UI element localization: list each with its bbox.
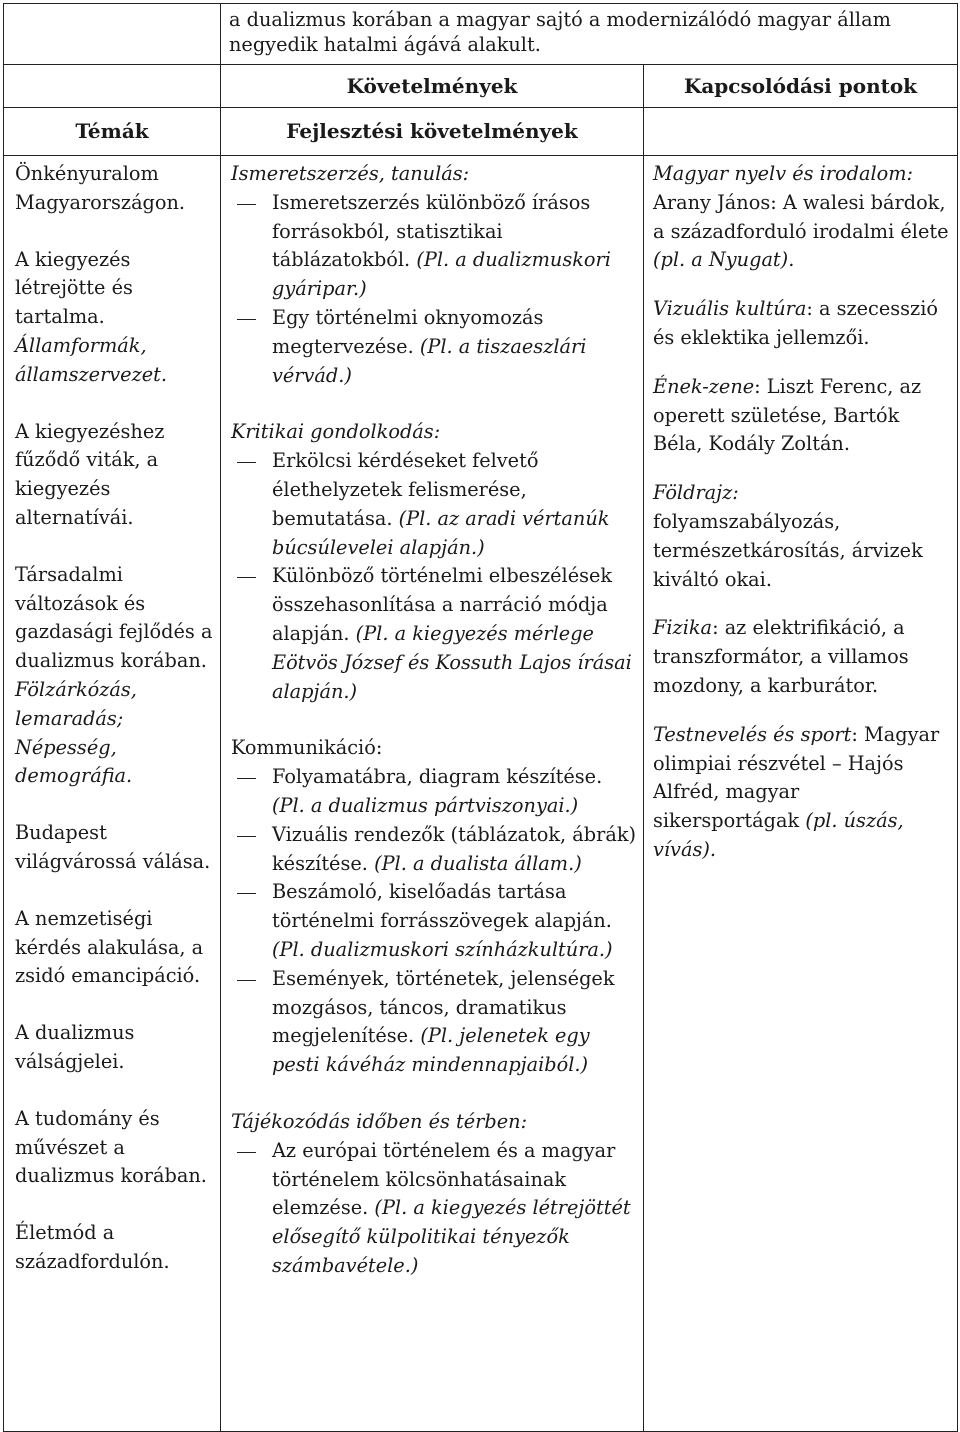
list-item: Egy történelmi oknyomozás megtervezése. (Pl. a tiszaeszlári vérvád.) (231, 304, 639, 390)
section-kommunikacio (231, 734, 639, 1080)
list-item: Folyamatábra, diagram készítése. (Pl. a dualizmus pártviszonyai.) (231, 763, 639, 821)
topic-tudomany (15, 1105, 214, 1191)
topic-text: Társadalmi változások és gazdasági fejlődés a dualizmus korában. (15, 562, 213, 673)
empty-header-right-cell (644, 108, 958, 156)
intro-text: a dualizmus korában a magyar sajtó a modernizálódó magyar állam negyedik hatalmi ágává alakult. (221, 4, 958, 65)
topic-text: Önkényuralom Magyarországon. (15, 162, 186, 214)
fejlesztesi-cell (221, 156, 644, 1432)
curriculum-table (3, 3, 958, 1432)
topic-text: A dualizmus válságjelei. (15, 1021, 135, 1073)
empty-header-left-cell (4, 65, 221, 108)
temak-cell (4, 156, 221, 1432)
topic-kiegyezes (15, 246, 214, 390)
list-item: Ismeretszerzés különböző írásos forrásokból, statisztikai táblázatokból. (Pl. a dualizmuskori gyáripar.) (231, 189, 639, 304)
header-fejlesztesi-kovetelmenyek: Fejlesztési követelmények (221, 108, 644, 156)
link-foldrajz: Földrajz: folyamszabályozás, természetkárosítás, árvizek kiváltó okai. (653, 481, 923, 591)
topic-onkenyuralom (15, 160, 214, 218)
topic-nemzetisegi (15, 905, 214, 991)
topic-eletmod (15, 1219, 214, 1277)
topic-text: A tudomány és művészet a dualizmus korában. (15, 1106, 207, 1188)
link-testneveles: Testnevelés és sport: Magyar olimpiai részvétel – Hajós Alfréd, magyar sikersportágak (pl. úszás, vívás). (653, 722, 940, 861)
topic-text: Budapest világvárossá válása. (15, 821, 211, 873)
kapcsolodasi-cell (644, 156, 958, 1432)
link-fizika: Fizika: az elektrifikáció, a transzformátor, a villamos mozdony, a karburátor. (653, 616, 909, 697)
topic-subtext: Fölzárkózás, lemaradás; Népesség, demográfia. (15, 677, 137, 788)
topic-vitak (15, 418, 214, 533)
link-magyar-nyelv: Magyar nyelv és irodalom: Arany János: A walesi bárdok, a századforduló irodalmi élete (pl. a Nyugat). (653, 162, 949, 272)
section-heading: Kommunikáció: (231, 736, 383, 760)
section-kritikai (231, 418, 639, 706)
section-heading: Kritikai gondolkodás: (231, 420, 441, 444)
section-heading: Ismeretszerzés, tanulás: (231, 162, 470, 185)
list-item: Az európai történelem és a magyar történelem kölcsönhatásainak elemzése. (Pl. a kiegyezés létrejöttét elősegítő külpolitikai tényezők számbavétele.) (231, 1137, 639, 1281)
header-kovetelmenyek: Követelmények (221, 65, 644, 108)
topic-budapest (15, 819, 214, 877)
topic-text: Életmód a századfordulón. (15, 1221, 170, 1273)
header-temak: Témák (4, 108, 221, 156)
list-item: Beszámoló, kiselőadás tartása történelmi forrásszövegek alapján. (Pl. dualizmuskori színházkultúra.) (231, 878, 639, 964)
empty-top-left-cell (4, 4, 221, 65)
list-item: Különböző történelmi elbeszélések összehasonlítása a narráció módja alapján. (Pl. a kiegyezés mérlege Eötvös József és Kossuth Lajos írásai alapján.) (231, 562, 639, 706)
section-ismeretszerzes (231, 160, 639, 390)
section-heading: Tájékozódás időben és térben: (231, 1109, 528, 1133)
topic-tarsadalmi (15, 561, 214, 791)
list-item: Vizuális rendezők (táblázatok, ábrák) készítése. (Pl. a dualista állam.) (231, 821, 639, 879)
topic-text: A kiegyezéshez fűződő viták, a kiegyezés alternatívái. (15, 419, 165, 529)
link-enek-zene: Ének-zene: Liszt Ferenc, az operett születése, Bartók Béla, Kodály Zoltán. (653, 374, 922, 456)
list-item: Események, történetek, jelenségek mozgásos, táncos, dramatikus megjelenítése. (Pl. jelenetek egy pesti kávéház mindennapjaiból.) (231, 965, 639, 1080)
topic-valsagjelei (15, 1019, 214, 1077)
list-item: Erkölcsi kérdéseket felvető élethelyzetek felismerése, bemutatása. (Pl. az aradi vértanúk búcsúlevelei alapján.) (231, 447, 639, 562)
link-vizualis-kultura: Vizuális kultúra: a szecesszió és eklektika jellemzői. (653, 297, 938, 349)
topic-text: A kiegyezés létrejötte és tartalma. (15, 247, 133, 329)
topic-subtext: Államformák, államszervezet. (15, 333, 168, 386)
header-kapcsolodasi-pontok: Kapcsolódási pontok (644, 65, 958, 108)
section-tajekozodas (231, 1108, 639, 1281)
topic-text: A nemzetiségi kérdés alakulása, a zsidó emancipáció. (15, 906, 204, 988)
